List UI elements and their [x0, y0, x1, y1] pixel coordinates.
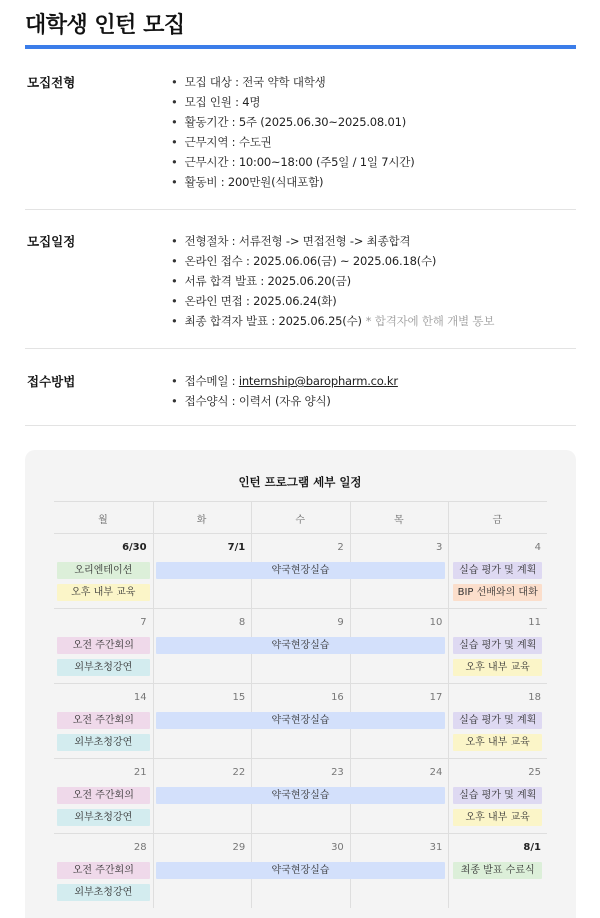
list-item — [171, 371, 398, 391]
announcement-note: * 합격자에 한해 개별 통보 — [365, 314, 495, 328]
calendar-date: 7/1 — [227, 542, 246, 553]
title-underline — [25, 45, 576, 49]
list-item: • 활동기간 : 5주 (2025.06.30~2025.08.01) — [171, 112, 415, 132]
calendar-event: 실습 평가 및 계획 — [453, 637, 542, 654]
calendar-date: 28 — [133, 842, 147, 853]
list-item — [171, 311, 494, 331]
calendar-date: 6/30 — [122, 542, 147, 553]
calendar-date: 2 — [337, 542, 344, 553]
page-title: 대학생 인턴 모집 — [25, 13, 185, 38]
grid-line — [153, 501, 154, 908]
final-announcement-text: 최종 합격자 발표 : 2025.06.25(수) — [184, 314, 362, 328]
practice-span-event: 약국현장실습 — [156, 712, 446, 729]
calendar-event: 오리엔테이션 — [57, 562, 150, 579]
calendar-date: 11 — [528, 617, 541, 628]
application-method-list — [171, 371, 398, 411]
calendar-event: 오전 주간회의 — [57, 637, 150, 654]
calendar-event: 외부초청강연 — [57, 659, 150, 676]
calendar-date: 31 — [429, 842, 443, 853]
email-label: 접수메일 : — [184, 374, 239, 388]
list-item: • 서류 합격 발표 : 2025.06.20(금) — [171, 271, 494, 291]
recruitment-type-list — [171, 72, 415, 192]
calendar-event: BIP 선배와의 대화 — [453, 584, 542, 601]
calendar-date: 17 — [429, 692, 443, 703]
section-label: 모집전형 — [27, 75, 76, 90]
grid-line — [448, 501, 449, 908]
calendar-date: 4 — [534, 542, 541, 553]
calendar-date: 3 — [436, 542, 443, 553]
calendar-event: 오후 내부 교육 — [57, 584, 150, 601]
calendar-event: 오전 주간회의 — [57, 862, 150, 879]
calendar-date: 16 — [331, 692, 344, 703]
calendar-date: 14 — [133, 692, 147, 703]
calendar-title: 인턴 프로그램 세부 일정 — [238, 475, 362, 489]
list-item: • 근무지역 : 수도권 — [171, 132, 415, 152]
list-item: • 온라인 면접 : 2025.06.24(화) — [171, 291, 494, 311]
weekday-header: 화 — [196, 515, 207, 526]
list-item: • 모집 인원 : 4명 — [171, 92, 415, 112]
calendar-date: 18 — [528, 692, 541, 703]
calendar-event: 실습 평가 및 계획 — [453, 562, 542, 579]
calendar-event: 외부초청강연 — [57, 809, 150, 826]
grid-line — [54, 683, 547, 684]
calendar-event: 오후 내부 교육 — [453, 734, 542, 751]
practice-span-event: 약국현장실습 — [156, 787, 446, 804]
grid-line — [54, 758, 547, 759]
calendar-date: 15 — [232, 692, 246, 703]
calendar-event: 실습 평가 및 계획 — [453, 712, 542, 729]
calendar-event: 오후 내부 교육 — [453, 809, 542, 826]
calendar-date: 25 — [528, 767, 541, 778]
weekday-header: 금 — [492, 515, 503, 526]
calendar-date: 24 — [429, 767, 443, 778]
weekday-header: 월 — [98, 515, 108, 526]
grid-line — [54, 501, 547, 502]
calendar-date: 8 — [238, 617, 246, 628]
list-item: • 전형절차 : 서류전형 -> 면접전형 -> 최종합격 — [171, 231, 494, 251]
list-item: • 접수양식 : 이력서 (자유 양식) — [171, 391, 398, 411]
calendar-date: 30 — [331, 842, 344, 853]
section-label: 접수방법 — [27, 374, 76, 389]
section-label: 모집일정 — [27, 234, 76, 249]
calendar-event: 오전 주간회의 — [57, 712, 150, 729]
practice-span-event: 약국현장실습 — [156, 862, 446, 879]
calendar-event: 외부초청강연 — [57, 884, 150, 901]
calendar-date: 21 — [133, 767, 147, 778]
recruitment-schedule-list — [171, 231, 494, 331]
email-link[interactable]: internship@baropharm.co.kr — [238, 374, 398, 388]
section-divider — [25, 425, 576, 426]
list-item: • 근무시간 : 10:00~18:00 (주5일 / 1일 7시간) — [171, 152, 415, 172]
calendar-date: 23 — [331, 767, 344, 778]
calendar-date: 10 — [429, 617, 443, 628]
calendar-event: 오후 내부 교육 — [453, 659, 542, 676]
section-divider — [25, 348, 576, 349]
calendar-event: 최종 발표 수료식 — [453, 862, 542, 879]
calendar-event: 오전 주간회의 — [57, 787, 150, 804]
list-item: • 모집 대상 : 전국 약학 대학생 — [171, 72, 415, 92]
calendar-date: 9 — [337, 617, 344, 628]
practice-span-event: 약국현장실습 — [156, 637, 446, 654]
calendar-date: 7 — [140, 617, 147, 628]
calendar-date: 29 — [232, 842, 246, 853]
weekday-header: 목 — [393, 515, 404, 526]
grid-line — [54, 833, 547, 834]
grid-line — [54, 608, 547, 609]
list-item: • 온라인 접수 : 2025.06.06(금) ~ 2025.06.18(수) — [171, 251, 494, 271]
calendar-event: 외부초청강연 — [57, 734, 150, 751]
calendar-date: 22 — [232, 767, 246, 778]
calendar-event: 실습 평가 및 계획 — [453, 787, 542, 804]
list-item: • 활동비 : 200만원(식대포함) — [171, 172, 415, 192]
grid-line — [54, 533, 547, 534]
practice-span-event: 약국현장실습 — [156, 562, 446, 579]
calendar-date: 8/1 — [523, 842, 541, 853]
weekday-header: 수 — [295, 515, 306, 526]
section-divider — [25, 209, 576, 210]
